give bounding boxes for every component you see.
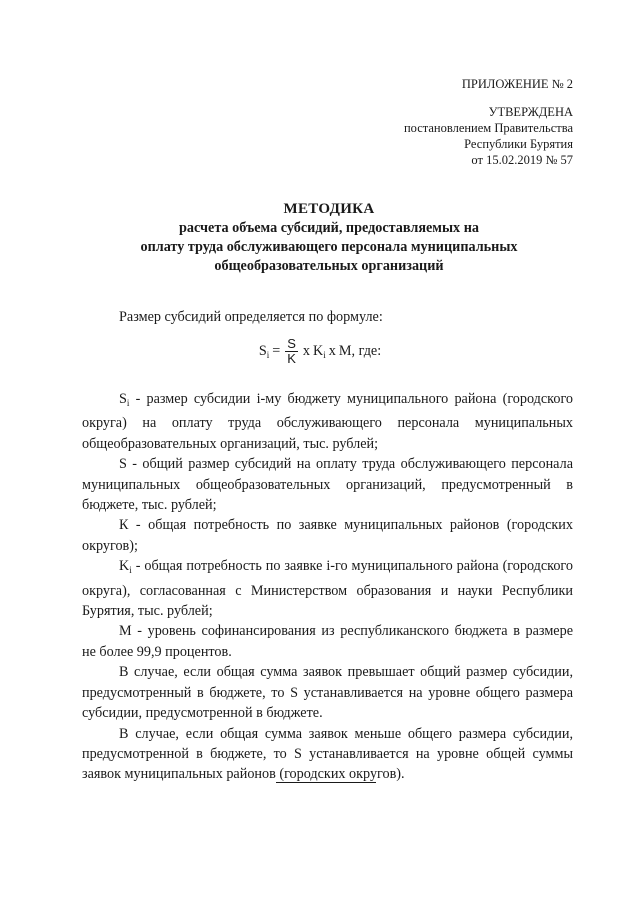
title-line-2: оплату труда обслуживающего персонала муниципальных <box>140 239 518 255</box>
document-title <box>100 200 558 276</box>
approved-by-line-1: постановлением Правительства <box>403 121 573 135</box>
definition-ki: $K_i$ - общая потребность по заявке i-го муниципального района (городского округа), согласованная с Министерством образования и науки Республики Бурятия, тыс. рублей; <box>82 558 573 620</box>
formula-fraction <box>285 337 298 366</box>
formula-denominator: K <box>287 351 296 366</box>
definition-k: К - общая потребность по заявке муниципальных районов (городских округов); <box>82 517 573 554</box>
case-less: В случае, если общая сумма заявок меньше общего размера субсидии, предусмотренной в бюджете, то S устанавливается на уровне общей суммы заявок муниципальных районов (городских округов). <box>82 725 573 783</box>
definition-m: М - уровень софинансирования из республиканского бюджета в размере не более 99,9 процентов. <box>82 623 573 660</box>
formula-times-1: x <box>302 343 311 359</box>
title-line-3: общеобразовательных организаций <box>214 258 444 274</box>
approved-by-line-2: Республики Бурятия <box>464 137 573 151</box>
intro-paragraph: Размер субсидий определяется по формуле: <box>119 309 383 325</box>
definition-si: $S_i$ - размер субсидии i-му бюджету муниципального района (городского округа) на оплату труда обслуживающего персонала муниципальных общеобразовательных организаций, тыс. рублей; <box>82 391 573 452</box>
appendix-label: ПРИЛОЖЕНИЕ № 2 <box>461 77 573 91</box>
approval-header <box>404 76 573 168</box>
formula-k: $K_i$ <box>313 343 326 360</box>
definition-s: S - общий размер субсидий на оплату труда обслуживающего персонала муниципальных общеобразовательных организаций, предусмотренный в бюджете, тыс. рублей; <box>82 456 573 514</box>
approved-label: УТВЕРЖДЕНА <box>488 105 573 119</box>
title-main: МЕТОДИКА <box>283 201 375 217</box>
formula-expression <box>259 337 381 366</box>
formula-m-tail: М, где: <box>338 343 382 359</box>
approved-date: от 15.02.2019 № 57 <box>471 153 573 167</box>
formula <box>0 337 640 366</box>
title-line-1: расчета объема субсидий, предоставляемых на <box>179 220 479 236</box>
formula-lhs: $S_i$ <box>258 343 270 360</box>
case-exceeds: В случае, если общая сумма заявок превышает общий размер субсидии, предусмотренный в бюджете, то S устанавливается на уровне общего размера субсидии, предусмотренной в бюджете. <box>82 664 573 722</box>
definitions <box>82 389 573 785</box>
formula-numerator: S <box>287 336 296 351</box>
end-divider <box>276 782 376 783</box>
formula-times-2: x <box>328 343 336 359</box>
formula-equals: = <box>272 343 281 359</box>
